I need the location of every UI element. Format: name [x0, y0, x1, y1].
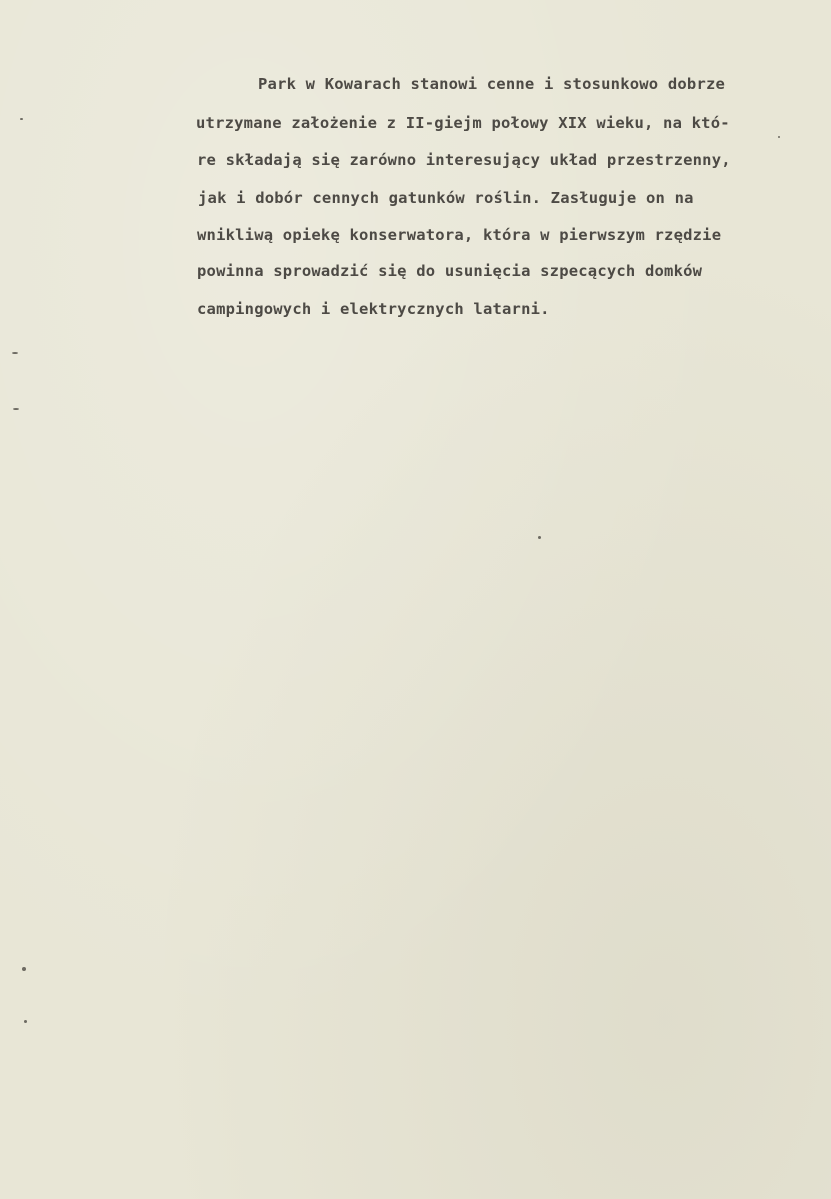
paper-speck [538, 536, 541, 539]
paragraph-line-7: campingowych i elektrycznych latarni. [197, 300, 550, 318]
paragraph-line-5: wnikliwą opiekę konserwatora, która w pierwszym rzędzie [197, 226, 722, 244]
paragraph-line-2: utrzymane założenie z II-giejm połowy XIX wieku, na któ- [196, 114, 730, 132]
paragraph-line-6: powinna sprowadzić się do usunięcia szpecących domków [197, 262, 703, 280]
paper-speck [12, 352, 18, 354]
paper-speck [13, 408, 19, 410]
paragraph-line-4: jak i dobór cennych gatunków roślin. Zasługuje on na [198, 189, 694, 207]
paper-speck [24, 1020, 27, 1023]
paragraph-line-3: re składają się zarówno interesujący układ przestrzenny, [197, 151, 731, 169]
paper-speck [20, 118, 23, 120]
paragraph-line-1: Park w Kowarach stanowi cenne i stosunkowo dobrze [258, 75, 726, 93]
paper-speck [22, 967, 26, 971]
paper-speck [778, 136, 780, 138]
